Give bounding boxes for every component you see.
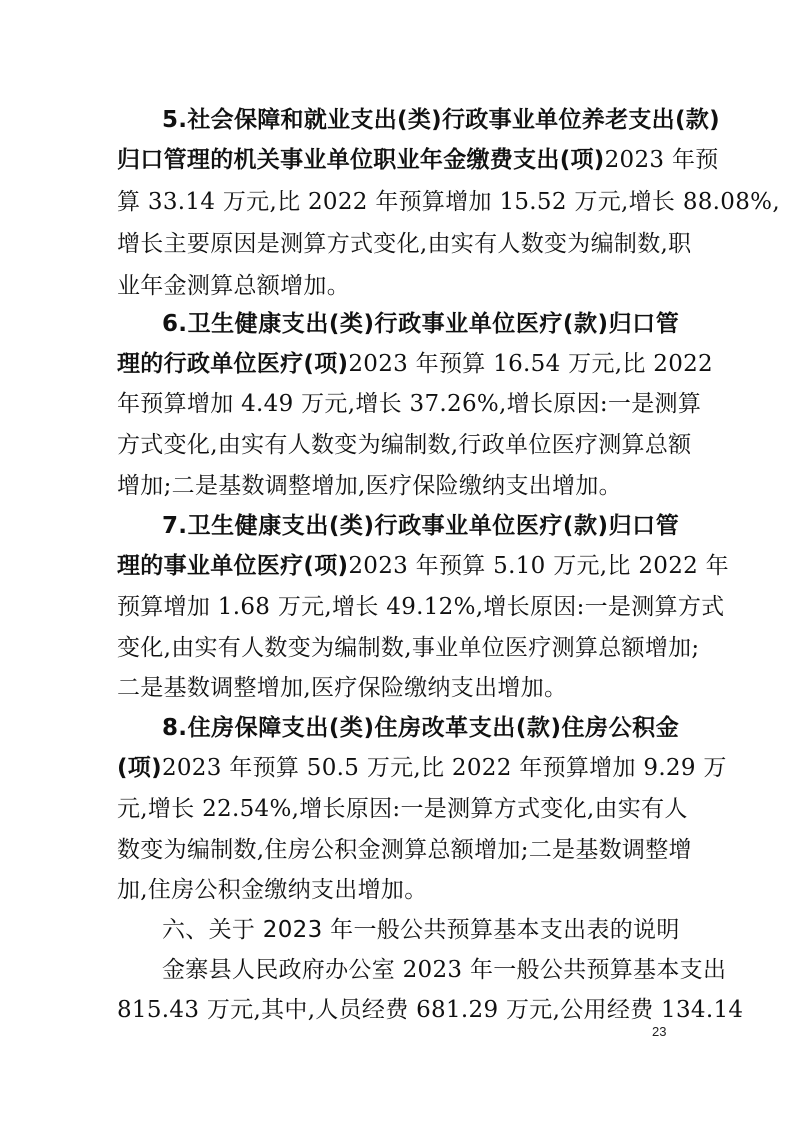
p5-line-2 — [117, 140, 719, 180]
p6-line-5: 增加;二是基数调整增加,医疗保险缴纳支出增加。 — [117, 473, 622, 499]
p8-line-1: 8.住房保障支出(类)住房改革支出(款)住房公积金 — [162, 715, 679, 741]
p5-line-4: 增长主要原因是测算方式变化,由实有人数变为编制数,职 — [117, 231, 692, 257]
p5-line-1: 5.社会保障和就业支出(类)行政事业单位养老支出(款) — [162, 107, 720, 133]
p6-line-2-heading: 理的行政单位医疗(项) — [117, 351, 349, 377]
p8-line-5: 加,住房公积金缴纳支出增加。 — [117, 877, 428, 903]
p8-line-4: 数变为编制数,住房公积金测算总额增加;二是基数调整增 — [117, 837, 692, 863]
section6-line-1: 金寨县人民政府办公室 2023 年一般公共预算基本支出 — [162, 957, 727, 983]
p7-line-5: 二是基数调整增加,医疗保险缴纳支出增加。 — [117, 675, 568, 701]
p5-line-3: 算 33.14 万元,比 2022 年预算增加 15.52 万元,增长 88.08%, — [117, 189, 780, 215]
p6-line-3: 年预算增加 4.49 万元,增长 37.26%,增长原因:一是测算 — [117, 391, 702, 417]
p6-line-2-text: 2023 年预算 16.54 万元,比 2022 — [348, 351, 713, 377]
section6-line-2: 815.43 万元,其中,人员经费 681.29 万元,公用经费 134.14 — [117, 997, 744, 1023]
p7-line-2-heading: 理的事业单位医疗(项) — [117, 553, 349, 579]
p5-line-2-heading: 归口管理的机关事业单位职业年金缴费支出(项) — [117, 147, 605, 173]
p7-line-3: 预算增加 1.68 万元,增长 49.12%,增长原因:一是测算方式 — [117, 594, 725, 620]
p7-line-2-text: 2023 年预算 5.10 万元,比 2022 年 — [348, 553, 729, 579]
section-heading: 六、关于 2023 年一般公共预算基本支出表的说明 — [162, 917, 680, 943]
p7-line-2 — [117, 546, 729, 586]
page-number: 23 — [652, 1024, 667, 1039]
p8-line-3: 元,增长 22.54%,增长原因:一是测算方式变化,由实有人 — [117, 796, 688, 822]
p5-line-5: 业年金测算总额增加。 — [117, 273, 350, 299]
p7-line-1: 7.卫生健康支出(类)行政事业单位医疗(款)归口管 — [162, 513, 679, 539]
p6-line-4: 方式变化,由实有人数变为编制数,行政单位医疗测算总额 — [117, 432, 692, 458]
p5-line-2-text: 2023 年预 — [604, 147, 719, 173]
p8-line-2-heading: (项) — [117, 755, 162, 781]
p6-line-1: 6.卫生健康支出(类)行政事业单位医疗(款)归口管 — [162, 311, 679, 337]
p6-line-2 — [117, 344, 713, 384]
p8-line-2 — [117, 748, 727, 788]
p8-line-2-text: 2023 年预算 50.5 万元,比 2022 年预算增加 9.29 万 — [161, 755, 727, 781]
p7-line-4: 变化,由实有人数变为编制数,事业单位医疗测算总额增加; — [117, 635, 700, 661]
